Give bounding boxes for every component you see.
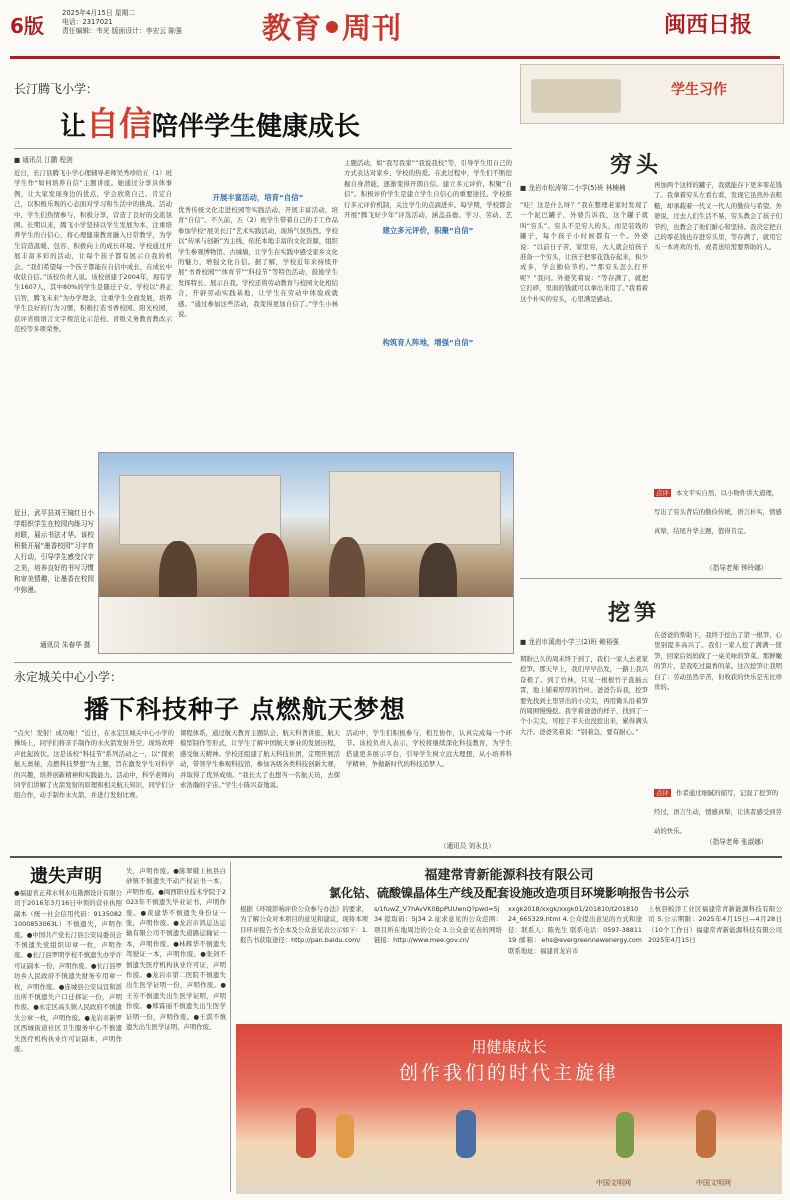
brand-dot-icon [326,21,338,33]
student-column-banner [520,64,784,124]
essay1-note [654,480,782,560]
article1-col2: 优秀传统文化走进校园等实践活动，开展丰富活动，培育“自信”。不久前，五（2）班学生带着自己的手工作品参加学校“展美长汀”艺术实践活动，现场气氛热烈。学校以“传承与创新”为主线，依托本地丰富的文化资源，组织学生参观博物馆、古城墙，让学生在实践中感受家乡文化的魅力，增强文化自信。据了解，学校近年来持续开展“书香校园”“体育节”“科技节”等特色活动，鼓励学生发挥特长、展示自我。学校还将劳动教育与校园文化相结合，开辟劳动实践基地，让学生在劳动中体验成就感。“通过参加这些活动，我变得更加自信了。”学生小林说。 [178,206,338,319]
page-number: 6版 [10,14,44,38]
notices-title: 遗失声明 [30,866,102,887]
notices-divider [230,862,231,1192]
editors-line: 责任编辑：韦光 版面设计：李宏云 陈强 [62,27,182,35]
article2-col3: 活动中，学生们积极参与，相互协作，认真完成每一个环节。该校负责人表示，学校将继续深化科技教育，为学生搭建更多展示平台，引导学生树立远大理想，从小培养科学精神，争做新时代的科技追梦人。 [346,729,512,769]
ad-col2: s/1fuwZ_V7hAvVK0BpPUUwnQ?pwd=5j34 提取码：5j34 2.征求意见的公众范围：项目所在地周边的公众 3.公众意见表的网络链接：http://www.mee.gov.cn/ [374,905,502,945]
article1-col1: 近日，长汀县腾飞小学心理辅导老师吴秀珍给五（1）班学生作“如何培养自信”主题讲座。她通过分享具体事例，让大家发现身边的优点，学会欣赏自己、肯定自己，以积极乐观的心态面对学习和生活中的挑战。活动中，学生们热情参与，积极分享，营造了良好的交流氛围。长期以来，腾飞小学坚持以学生发展为本，注重培养学生的自信心，将心理健康教育融入日常教学，为学生营造温暖、包容、积极向上的成长环境。学校通过开展丰富多彩的活动，让每个孩子都有展示自我的机会。“我们希望每一个孩子都能在自信中成长，在成长中收获自信。”该校负责人说。该校创建于2004年，现有学生1607人，其中80%的学生是随迁子女。学校以“养正启智，腾飞未来”为办学理念，注重学生全面发展，培养学生良好的行为习惯，积极打造书香校园、阳光校园，获评省级语言文字规范化示范校、省级义务教育教改示范校等多项荣誉。 [14,169,172,334]
civilization-banner [236,1024,782,1194]
essay2-note [654,780,782,835]
writing-illustration [531,79,621,113]
ad-col4: 上杭县蛟洋工业区福建常青新能源科技有限公司 5.公示期限：2025年4月15日—4月28日（10个工作日）福建常青新能源科技有限公司 2025年4月15日 [648,905,782,945]
brand-word-1: 教育 [262,11,323,45]
masthead-meta [62,9,222,36]
essay1-author: ■ 龙岩市松涛第二小学(5)班 林楠楠 [520,184,626,192]
figure-icon [456,1110,476,1158]
article1-byline: ■ 通讯员 江鹏 程剑 [14,156,73,164]
essay2-text-left: 期盼已久的周末终于到了，我们一家人去老家挖笋。那天早上，我们早早出发，一路上我兴奋极了。到了竹林，只见一根根竹子直插云霄，地上铺着厚厚的竹叶。爸爸告诉我，挖笋要先找到土里冒出的小尖尖，再用锄头沿着笋的周围慢慢挖。我学着爸爸的样子，找到了一个小尖尖，可挖了半天也没挖出来，累得满头大汗。爸爸笑着说：“别着急，要有耐心。” [520,655,648,736]
essay2-note-text: 作者通过细腻的描写，记叙了挖笋的经过，语言生动，情感真挚，让读者感受到劳动的快乐。 [654,789,782,835]
ad-col1: 根据《环境影响评价公众参与办法》的要求，为了解公众对本项目的意见和建议，现将本项目环评报告书全本及公众意见表公示如下：1.报告书获取途径：http://pan.baidu.com/ [240,905,368,945]
calligraphy-photo [98,452,514,654]
essay2-note-label: 点评 [656,789,669,797]
headline-prefix: 让 [60,112,87,142]
date-line: 2025年4月15日 星期二 [62,9,136,17]
ad-subtitle: 氯化钴、硫酸镍晶体生产线及配套设施改造项目环境影响报告书公示 [328,886,689,900]
figure-icon [616,1112,634,1158]
headline-accent: 自信 [86,104,153,143]
photo-tables [99,597,513,653]
article1-col3: 主题活动，如“我写我家”“我说我校”等，引导学生用自己的方式表达对家乡、学校的热爱。在此过程中，学生们不断挖掘自身潜能，逐渐变得开朗自信。建立多元评价，积聚“自信”。积极评价学生是建立学生自信心的重要途径。学校推行多元评价机制，关注学生的点滴进步。每学期，学校都会开展“腾飞好少年”评选活动，涵盖品德、学习、劳动、艺 [344,159,512,220]
article2-byline: （通讯员 刘永良） [440,842,495,850]
student-column-label: 学生习作 [671,82,727,98]
figure-icon [296,1108,316,1158]
photo-caption: 近日，武平县刘王镜红日小学组织学生在校园内练习写对联，展示书法才华。该校积极开展“墨香校园”习字育人行动，引导学生感受汉字之美，培养良好的书写习惯和审美情趣，让墨香在校园中弥漫。 [14,509,94,594]
banner-line-1: 用健康成长 [471,1038,547,1056]
article1-rule [14,148,512,149]
phone-line: 电话：2317021 [62,18,113,26]
ad-col3: xxgk2018/xxgk/xxgk01/201810/t20181024_665329.html 4.公众提出意见的方式和途径：联系人：陈先生 联系电话：0597-3881119 邮箱：ehs@evergreennewenergy.com 联系地址：福建省龙岩市 [508,905,642,955]
banner-footer-1: 中国文明网 [596,1179,631,1187]
article1-kicker: 长汀腾飞小学： [14,82,99,96]
article1-subhead-3: 构筑育人阵地，增强“自信” [382,338,474,347]
article2-col1: “点火！发射！成功啦！”近日，在永定区城关中心小学的操场上，同学们将亲手制作的水火箭发射升空，现场欢呼声此起彼伏。这是该校“科技节”系列活动之一，以“探索航天奥秘，点燃科技梦想”为主题，旨在激发学生对科学的兴趣，培养创新精神和实践能力。活动中，科学老师向同学们讲解了火箭发射的原理和相关航天知识，同学们分组合作，动手制作水火箭，并进行发射比赛。 [14,729,174,800]
article2-col2: 课程体系，通过航天教育主题队会、航天科普讲座、航天模型制作等形式，让学生了解中国航天事业的发展历程，感受航天精神。学校还组建了航天科技社团，定期开展活动，带领学生参观科技馆，参加各级各类科技创新大赛，并取得了优异成绩。“我长大了也想当一名航天员，去探索浩瀚的宇宙。”学生小陈兴奋地说。 [180,729,340,790]
essay2-author: ■ 龙岩市溪南小学三(2)班 赖裕强 [520,638,619,646]
headline-suffix: 陪伴学生健康成长 [152,112,361,142]
figure-icon [696,1110,716,1158]
section-brand [262,6,402,47]
bottom-section-rule [10,856,782,858]
article2-rule-top [14,662,512,663]
article1-headline [60,98,360,145]
essay-divider [520,578,782,579]
ad-company: 福建常青新能源科技有限公司 [424,868,594,883]
essay1-note-label: 点评 [656,489,669,497]
photo-building-right [329,471,501,545]
article1-subhead-1: 开展丰富活动，培育“自信” [212,193,304,202]
article1-col2-top [178,158,338,190]
notices-col2: 失，声明作废。●陈翠娥上杭县白砂镇不慎遗失不动产权证书一本，声明作废。●闽西职业技术学院于2023年不慎遗失毕业证书，声明作废。●黄建华不慎遗失身份证一张，声明作废。●龙岩市鸿运达运输有限公司不慎遗失道路运输证一本，声明作废。●林辉华不慎遗失驾驶证一本，声明作废。●张剑不慎遗失医疗机构执业许可证，声明作废。●龙岩市第二医院不慎遗失出生医学证明一份，声明作废。●王芳不慎遗失出生医学证明，声明作废。●郑霖丽不慎遗失出生医学证明一份，声明作废。●王淇不慎遗失出生医学证明，声明作废。 [126,867,226,1032]
header-rule [10,56,780,59]
essay2-teacher: （指导老师 张淑娜） [706,838,768,846]
newspaper-logo: 闽西日报 [664,12,753,38]
essay2-title: 挖笋 [608,600,661,626]
article1-subhead-2: 建立多元评价，积聚“自信” [382,226,474,235]
brand-word-2: 周刊 [342,11,403,45]
photo-credit: 通讯员 朱春华 摄 [40,641,91,649]
essay1-title: 穷头 [610,152,663,178]
essay1-text-right: 再加两个这样的罐子，我就能存下更多零花钱了。我拿着穷头左看右看，发现它虽然外表粗糙，却承载着一代又一代人的勤俭与希望。外婆说，过去人们生活不易，穷头教会了孩子们节约，也教会了他们耐心和坚持。我决定把自己的零花钱也存进穷头里，等存满了，就用它买一本喜欢的书，或者送给需要帮助的人。 [654,181,782,252]
banner-footer-2: 中国文明网 [696,1179,731,1187]
essay1-note-text: 本文平实自然，以小物件讲大道理，写出了穷头背后的勤俭传统，语言朴实，情感真挚，结尾升华主题，值得肯定。 [654,489,782,535]
essay1-text-left: “哇！这是什么呀？”我在整理老家时发现了一个泥巴罐子，外婆告诉我，这个罐子就叫“穷头”。穷头不是穷人的头，而是装钱的罐子，每个孩子小时候都有一个。外婆说：“以前日子苦，家里穷，大人就会给孩子准备一个穷头，让孩子把零花钱存起来，积少成多，学会勤俭节约。”“那穷头怎么打开呢？”我问。外婆笑着说：“等存满了，就把它打碎，里面的钱就可以拿出来用了。”我看着这个朴实的穷头，心里满是感动。 [520,201,648,303]
essay1-teacher: （指导老师 钟玲娜） [706,564,768,572]
article2-kicker: 永定城关中心小学： [14,670,123,684]
notices-col1: ●福建省正邦水利水电勘测设计有限公司于2016年3月16日申领的营业执照副本（统一社会信用代码：91350821000853063L）不慎遗失，声明作废。●中国共产党长汀县公安局委员会不慎遗失党组织印章一枚，声明作废。●长汀县罗明学校不慎遗失办学许可证副本一份，声明作废。●长汀县罗坊乡人民政府不慎遗失财务专用章一枚，声明作废。●连城县公安局宣和派出所不慎遗失户口迁移证一份，声明作废。●永定区高头镇人民政府不慎遗失公章一枚，声明作废。●龙岩市新罗区西城街道社区卫生服务中心不慎遗失医疗机构执业许可证副本，声明作废。 [14,889,122,1054]
article2-headline: 播下科技种子 点燃航天梦想 [84,695,406,724]
photo-building-left [119,475,281,545]
banner-line-2: 创作我们的时代主旋律 [398,1062,619,1084]
figure-icon [336,1114,354,1158]
essay2-text-right: 在爸爸的帮助下，我终于挖出了第一根笋，心里别提多高兴了。我们一家人挖了满满一筐笋，回家后妈妈做了一桌美味的笋菜。那鲜嫩的笋片，是我吃过最香的菜。这次挖笋让我明白了：劳动虽然辛苦，但收获的快乐是无比珍贵的。 [654,631,782,692]
